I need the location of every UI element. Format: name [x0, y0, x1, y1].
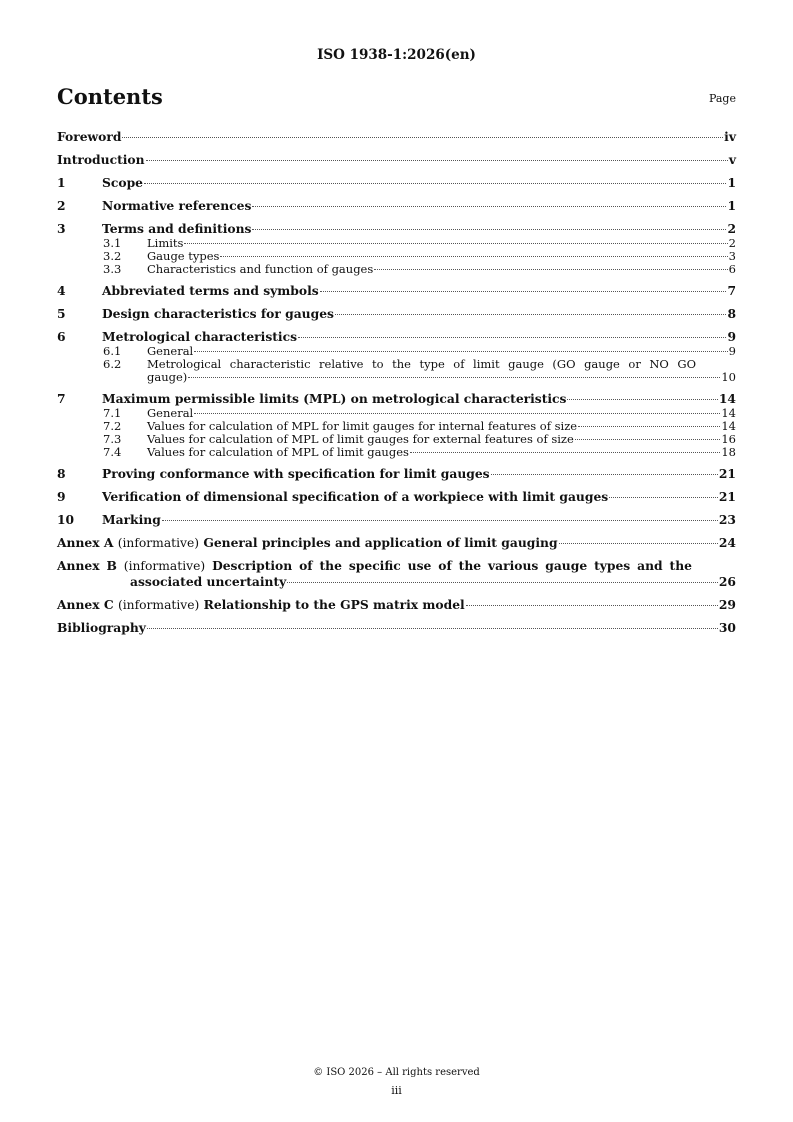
toc-entry-metrological-characteristics[interactable]: 6 Metrological characteristics 9: [57, 329, 736, 344]
toc-entry-annex-b-cont[interactable]: associated uncertainty 26: [130, 574, 736, 589]
dot-leader: [466, 605, 718, 606]
page-column-label: Page: [708, 92, 736, 105]
section-number: 6: [57, 329, 66, 344]
page-number: 24: [718, 535, 736, 550]
page-number: 9: [728, 344, 736, 358]
section-number: 7.1: [103, 406, 122, 420]
toc-entry-characteristics-function[interactable]: 3.3 Characteristics and function of gauges 6: [103, 262, 736, 276]
page-number: 8: [727, 306, 736, 321]
toc-entry-proving-conformance[interactable]: 8 Proving conformance with specification for limit gauges 21: [57, 466, 736, 481]
page-number: 9: [727, 329, 736, 344]
page-number: 14: [721, 406, 736, 420]
toc-entry-maximum-permissible-limits[interactable]: 7 Maximum permissible limits (MPL) on metrological characteristics 14: [57, 391, 736, 406]
dot-leader: [147, 628, 718, 629]
dot-leader: [559, 543, 718, 544]
toc-entry-gauge-types[interactable]: 3.2 Gauge types 3: [103, 249, 736, 263]
dot-leader: [374, 269, 727, 270]
dot-leader: [184, 243, 727, 244]
section-number: 6.2: [103, 357, 122, 371]
page-number: 2: [728, 236, 736, 250]
toc-entry-verification[interactable]: 9 Verification of dimensional specification of a workpiece with limit gauges 21: [57, 489, 736, 504]
dot-leader: [567, 399, 717, 400]
toc-entry-mpl-limit-gauges[interactable]: 7.4 Values for calculation of MPL of limit gauges 18: [103, 445, 736, 459]
section-number: 2: [57, 198, 66, 213]
section-number: 6.1: [103, 344, 122, 358]
toc-entry-mpl-external[interactable]: 7.3 Values for calculation of MPL of limit gauges for external features of size 16: [103, 432, 736, 446]
section-number: 3.1: [103, 236, 122, 250]
dot-leader: [575, 439, 721, 440]
page-number: 26: [718, 574, 736, 589]
copyright-notice: © ISO 2026 – All rights reserved: [313, 1067, 480, 1078]
toc-entry-bibliography[interactable]: Bibliography 30: [57, 620, 736, 635]
section-number: 5: [57, 306, 66, 321]
toc-entry-design-characteristics[interactable]: 5 Design characteristics for gauges 8: [57, 306, 736, 321]
page-number: iv: [724, 129, 736, 144]
dot-leader: [320, 291, 727, 292]
page-number: 10: [721, 370, 736, 384]
page-number: 6: [728, 262, 736, 276]
section-number: 9: [57, 489, 66, 504]
section-number: 3: [57, 221, 66, 236]
dot-leader: [122, 137, 723, 138]
page-number: 18: [721, 445, 736, 459]
page-number: 14: [718, 391, 736, 406]
section-number: 7: [57, 391, 66, 406]
dot-leader: [298, 337, 726, 338]
page-number: 16: [721, 432, 736, 446]
page-number: 1: [727, 175, 736, 190]
section-number: 7.3: [103, 432, 122, 446]
page-number: 7: [727, 283, 736, 298]
section-number: 7.4: [103, 445, 122, 459]
dot-leader: [144, 183, 726, 184]
section-number: 8: [57, 466, 66, 481]
toc-entry-metrological-relative-cont[interactable]: gauge) 10: [147, 370, 736, 384]
page-number: 14: [721, 419, 736, 433]
dot-leader: [609, 497, 718, 498]
dot-leader: [410, 452, 720, 453]
toc-entry-general-7-1[interactable]: 7.1 General 14: [103, 406, 736, 420]
dot-leader: [252, 206, 726, 207]
contents-heading: Contents: [57, 84, 163, 109]
toc-entry-scope[interactable]: 1 Scope 1: [57, 175, 736, 190]
toc-entry-normative-references[interactable]: 2 Normative references 1: [57, 198, 736, 213]
page-number: 21: [718, 466, 736, 481]
dot-leader: [194, 351, 727, 352]
table-of-contents: [57, 129, 736, 636]
footer-page-number: iii: [391, 1084, 402, 1097]
section-number: 3.2: [103, 249, 122, 263]
toc-entry-abbreviated-terms[interactable]: 4 Abbreviated terms and symbols 7: [57, 283, 736, 298]
page-number: 23: [718, 512, 736, 527]
toc-entry-mpl-internal[interactable]: 7.2 Values for calculation of MPL for limit gauges for internal features of size 14: [103, 419, 736, 433]
toc-entry-introduction[interactable]: Introduction v: [57, 152, 736, 167]
dot-leader: [252, 229, 726, 230]
toc-entry-annex-c[interactable]: Annex C (informative) Relationship to the GPS matrix model 29: [57, 597, 736, 612]
dot-leader: [146, 160, 728, 161]
toc-entry-metrological-relative[interactable]: 6.2 Metrological characteristic relative to the type of limit gauge (GO gauge or NO GO: [103, 357, 696, 371]
section-number: 4: [57, 283, 66, 298]
section-number: 1: [57, 175, 66, 190]
section-number: 3.3: [103, 262, 122, 276]
dot-leader: [162, 520, 718, 521]
section-number: 10: [57, 512, 75, 527]
toc-entry-terms-and-definitions[interactable]: 3 Terms and definitions 2: [57, 221, 736, 236]
toc-entry-general-6-1[interactable]: 6.1 General 9: [103, 344, 736, 358]
document-identifier: ISO 1938-1:2026(en): [317, 47, 476, 63]
page-number: 30: [718, 620, 736, 635]
dot-leader: [335, 314, 726, 315]
dot-leader: [194, 413, 720, 414]
page-number: 1: [727, 198, 736, 213]
dot-leader: [220, 256, 727, 257]
toc-entry-annex-b[interactable]: Annex B (informative) Description of the specific use of the various gauge types and the: [57, 558, 692, 573]
toc-entry-marking[interactable]: 10 Marking 23: [57, 512, 736, 527]
section-number: 7.2: [103, 419, 122, 433]
page-number: 21: [718, 489, 736, 504]
page-number: 29: [718, 597, 736, 612]
toc-entry-limits[interactable]: 3.1 Limits 2: [103, 236, 736, 250]
dot-leader: [188, 377, 720, 378]
page-number: 2: [727, 221, 736, 236]
page-number: v: [728, 152, 736, 167]
dot-leader: [491, 474, 718, 475]
toc-entry-annex-a[interactable]: Annex A (informative) General principles and application of limit gauging 24: [57, 535, 736, 550]
toc-entry-foreword[interactable]: Foreword iv: [57, 129, 736, 144]
page-number: 3: [728, 249, 736, 263]
dot-leader: [578, 426, 720, 427]
dot-leader: [287, 582, 718, 583]
